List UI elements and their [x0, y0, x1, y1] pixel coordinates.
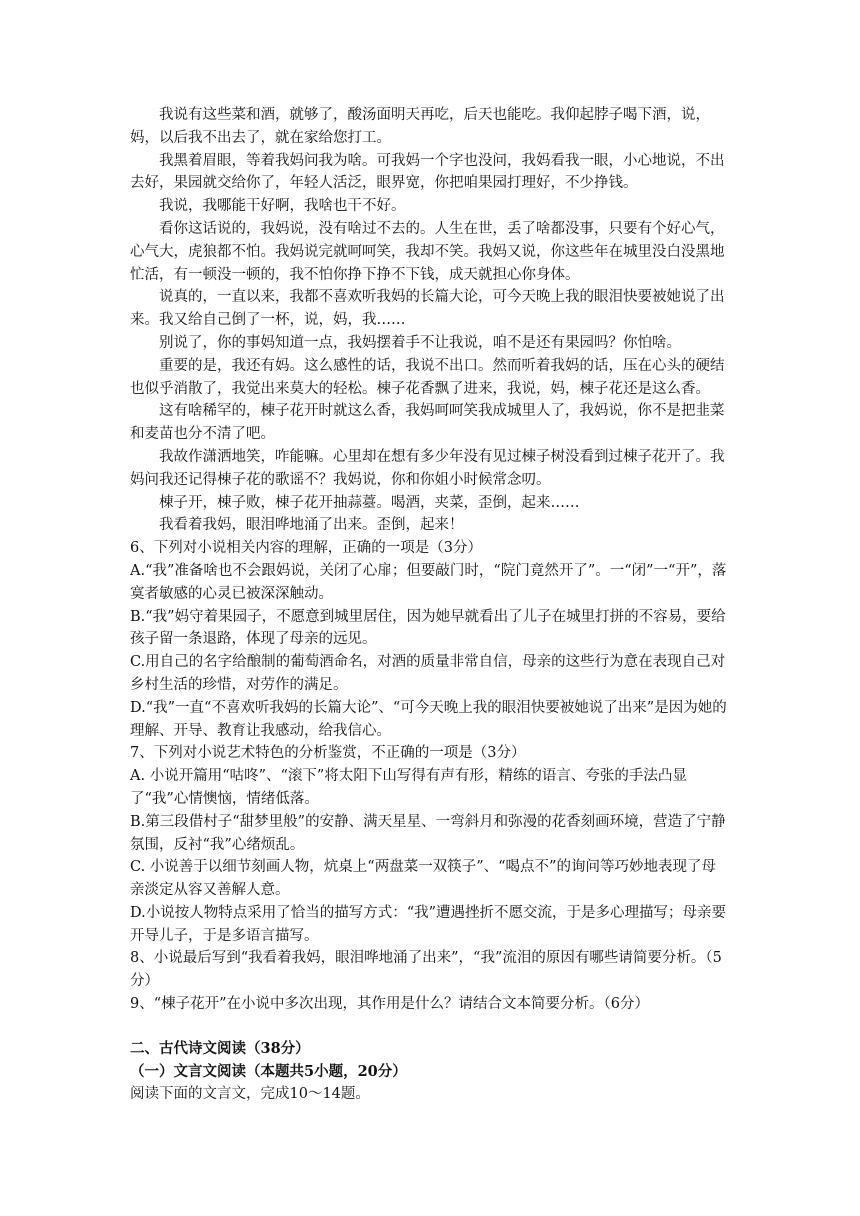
- question-stem: 7、下列对小说艺术特色的分析鉴赏，不正确的一项是（3分）: [130, 745, 526, 762]
- story-paragraph: 别说了，你的事妈知道一点，我妈摆着手不让我说，咱不是还有果园吗？你怕啥。: [159, 334, 681, 351]
- question-8: [130, 947, 730, 993]
- option-d: D.小说按人物特点采用了恰当的描写方式：“我”遭遇挫折不愿交流，于是多心理描写；母亲要开导儿子，于是多语言描写。: [130, 904, 727, 944]
- option-b: B.“我”妈守着果园子，不愿意到城里居住，因为她早就看出了儿子在城里打拼的不容易，要给孩子留一条退路，体现了母亲的远见。: [130, 608, 726, 648]
- story-paragraph: 这有啥稀罕的，棟子花开时就这么香，我妈呵呵笑我成城里人了，我妈说，你不是把韭菜和麦苗也分不清了吧。: [130, 403, 725, 443]
- section-instruction: 阅读下面的文言文，完成10～14题。: [130, 1086, 370, 1103]
- question-stem: 9、“棟子花开”在小说中多次出现，其作用是什么？请结合文本简要分析。（6分）: [130, 996, 650, 1013]
- story-text: [130, 104, 730, 537]
- story-paragraph: 我黑着眉眼，等着我妈问我为啥。可我妈一个字也没问，我妈看我一眼，小心地说，不出去好，果园就交给你了，年轻人活泛，眼界宽，你把咱果园打理好，不少挣钱。: [130, 152, 725, 192]
- story-paragraph: 我说，我哪能干好啊，我啥也干不好。: [159, 198, 406, 215]
- story-paragraph: 看你这话说的，我妈说，没有啥过不去的。人生在世，丢了啥都没事，只要有个好心气，心气大，虎狼都不怕。我妈说完就呵呵笑，我却不笑。我妈又说，你这些年在城里没白没黑地忙活，有一顿没一顿的，我不怕你挣下挣不下钱，成天就担心你身体。: [130, 220, 725, 283]
- story-paragraph: 棟子开，棟子败，棟子花开抽蒜薹。喝酒，夹菜，歪倒，起来……: [159, 494, 580, 511]
- story-paragraph: 说真的，一直以来，我都不喜欢听我妈的长篇大论，可今天晚上我的眼泪快要被她说了出来。我又给自己倒了一杯，说，妈，我……: [130, 289, 725, 329]
- option-a: A.“我”准备啥也不会跟妈说，关闭了心扉；但要敲门时，“院门竟然开了”。一“闭”一“开”，落寞者敏感的心灵已被深深触动。: [130, 562, 727, 602]
- option-d: D.“我”一直“不喜欢听我妈的长篇大论”、“可今天晚上我的眼泪快要被她说了出来”是因为她的理解、开导、教育让我感动，给我信心。: [130, 699, 727, 739]
- option-b: B.第三段借村子“甜梦里般”的安静、满天星星、一弯斜月和弥漫的花香刻画环境，营造了宁静氛围，反衬“我”心绪烦乱。: [130, 813, 726, 853]
- question-stem: 8、小说最后写到“我看着我妈，眼泪哗地涌了出来”，“我”流泪的原因有哪些请简要分析。（5分）: [130, 950, 722, 990]
- story-paragraph: 我说有这些菜和酒，就够了，酸汤面明天再吃，后天也能吃。我仰起脖子喝下酒，说，妈，以后我不出去了，就在家给您打工。: [130, 107, 710, 146]
- section-heading: 二、古代诗文阅读（38分）: [130, 1039, 310, 1057]
- story-paragraph: 重要的是，我还有妈。这么感性的话，我说不出口。然而听着我妈的话，压在心头的硬结也似乎消散了，我觉出来莫大的轻松。棟子花香飘了进来，我说，妈，棟子花还是这么香。: [130, 357, 725, 397]
- question-7: [130, 742, 730, 947]
- section-spacer: [130, 1016, 730, 1038]
- question-9: [130, 993, 730, 1016]
- question-6: [130, 537, 730, 742]
- section-2: [130, 1038, 730, 1106]
- question-stem: 6、下列对小说相关内容的理解，正确的一项是（3分）: [130, 540, 482, 557]
- section-subheading: （一）文言文阅读（本题共5小题，20分）: [130, 1062, 407, 1080]
- story-paragraph: 我看着我妈，眼泪哗地涌了出来。歪倒，起来！: [159, 517, 464, 534]
- option-c: C. 小说善于以细节刻画人物，炕桌上“两盘菜一双筷子”、“喝点不”的询问等巧妙地表现了母亲淡定从容又善解人意。: [130, 859, 716, 899]
- option-c: C.用自己的名字给酿制的葡萄酒命名，对酒的质量非常自信，母亲的这些行为意在表现自己对乡村生活的珍惜，对劳作的满足。: [130, 654, 726, 693]
- option-a: A. 小说开篇用“咕咚”、“滚下”将太阳下山写得有声有形，精练的语言、夸张的手法凸显了“我”心情懊恼，情绪低落。: [130, 768, 687, 807]
- story-paragraph: 我故作潇洒地笑，咋能嘛。心里却在想有多少年没有见过棟子树没看到过棟子花开了。我妈问我还记得棟子花的歌谣不？我妈说，你和你姐小时候常念叨。: [130, 448, 725, 488]
